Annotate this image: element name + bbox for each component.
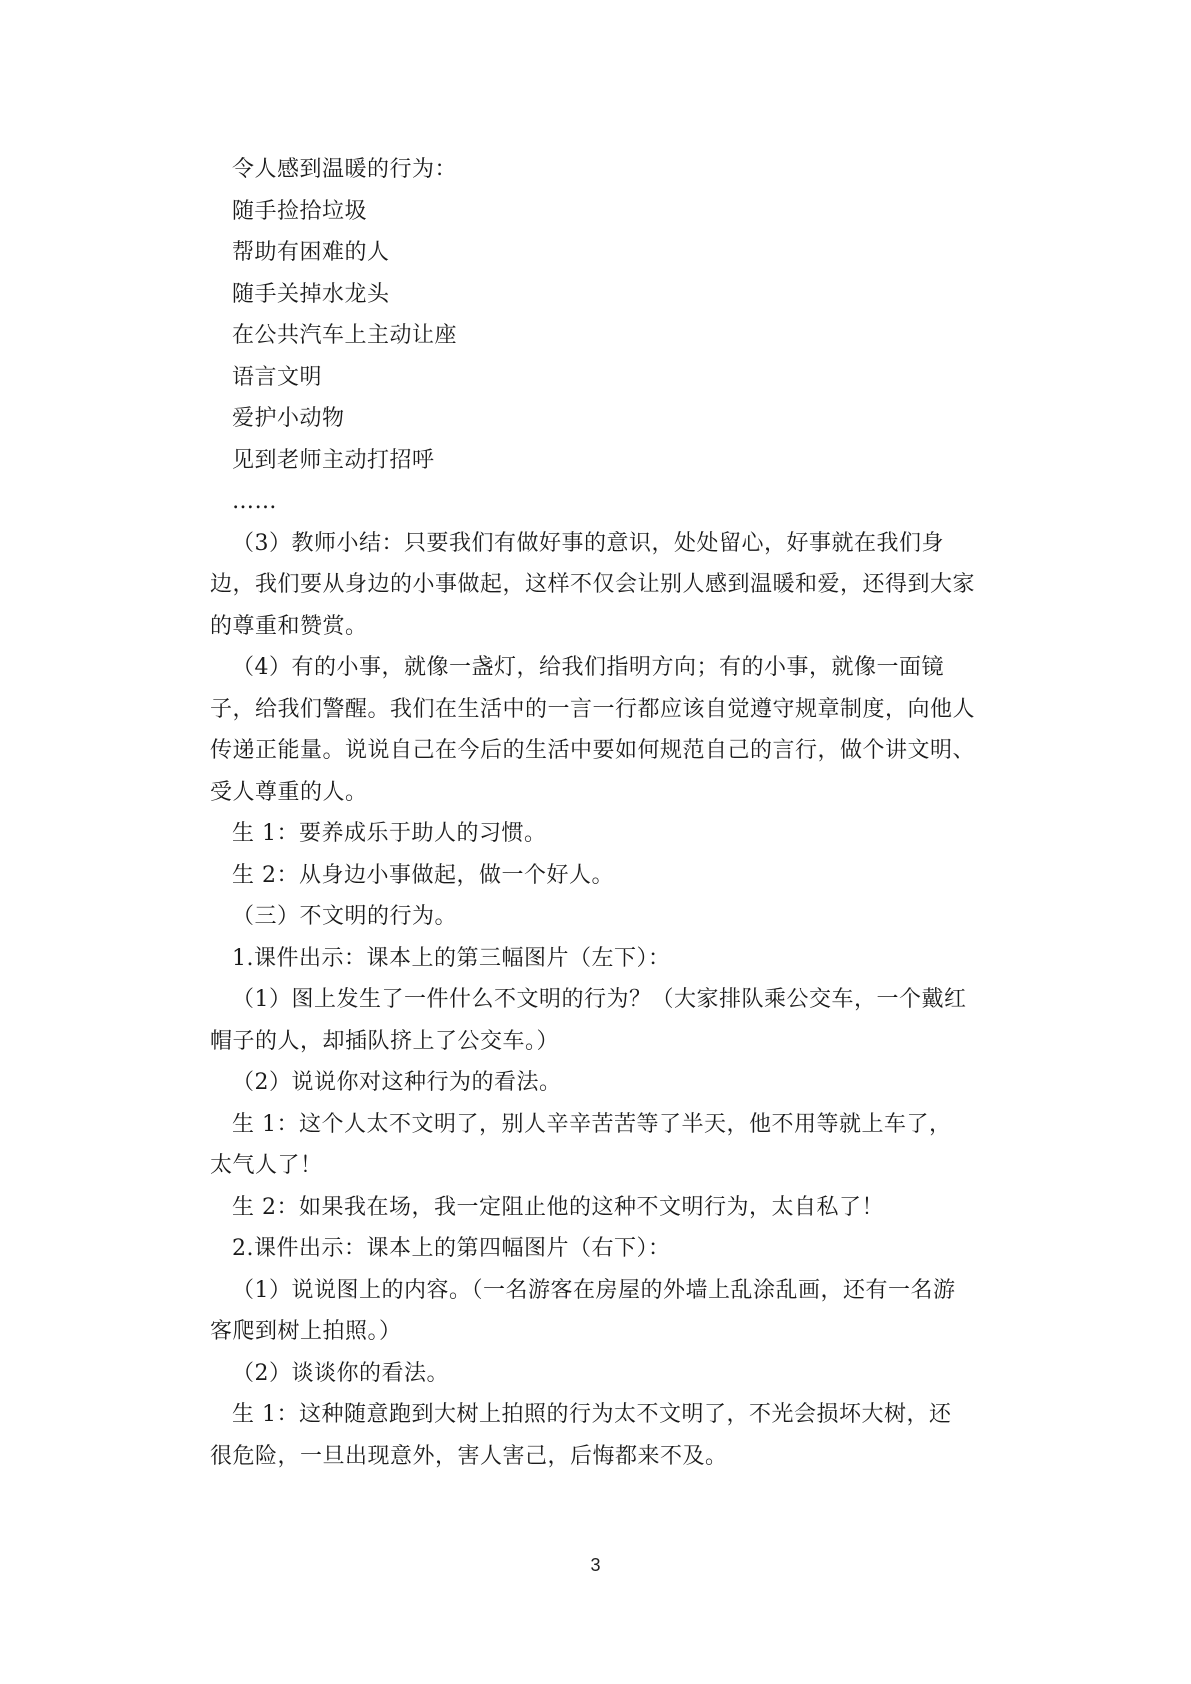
document-body — [210, 149, 1007, 1477]
student-answer: 生 2：从身边小事做起，做一个好人。 — [232, 862, 614, 888]
paragraph-question-2 — [210, 1270, 1007, 1353]
paragraph-line: （3）教师小结：只要我们有做好事的意识，处处留心，好事就在我们身 — [232, 530, 944, 556]
paragraph-teacher-summary — [210, 523, 1007, 648]
paragraph-line: 太气人了！ — [210, 1153, 323, 1178]
warm-behavior-item: 爱护小动物 — [232, 406, 345, 431]
warm-behaviors-heading: 令人感到温暖的行为： — [232, 157, 458, 182]
warm-behavior-item: 帮助有困难的人 — [232, 240, 390, 265]
warm-behavior-item: 随手捡拾垃圾 — [232, 198, 368, 224]
paragraph-line: 传递正能量。说说自己在今后的生活中要如何规范自己的言行，做个讲文明、 — [210, 738, 976, 763]
paragraph-line: 子，给我们警醒。我们在生活中的一言一行都应该自觉遵守规章制度，向他人 — [210, 696, 976, 722]
section-heading: （三）不文明的行为。 — [232, 904, 458, 929]
paragraph-line: 生 1：这种随意跑到大树上拍照的行为太不文明了，不光会损坏大树，还 — [232, 1402, 952, 1427]
paragraph-small-things — [210, 647, 1007, 813]
paragraph-line: （1）图上发生了一件什么不文明的行为？（大家排队乘公交车，一个戴红 — [232, 987, 967, 1012]
paragraph-line: 生 1：这个人太不文明了，别人辛辛苦苦等了半天，他不用等就上车了， — [232, 1111, 952, 1137]
page-number: 3 — [590, 1555, 601, 1575]
warm-behavior-ellipsis: …… — [232, 489, 277, 514]
paragraph-student-1 — [210, 1104, 1007, 1187]
warm-behavior-item: 语言文明 — [232, 364, 323, 390]
warm-behavior-item: 随手关掉水龙头 — [232, 281, 390, 307]
paragraph-line: 客爬到树上拍照。） — [210, 1319, 402, 1344]
paragraph-line: （4）有的小事，就像一盏灯，给我们指明方向；有的小事，就像一面镜 — [232, 655, 944, 680]
paragraph-line: 受人尊重的人。 — [210, 779, 368, 805]
paragraph-line: 的尊重和赞赏。 — [210, 613, 368, 639]
question-line: （2）谈谈你的看法。 — [232, 1360, 449, 1386]
paragraph-student-2 — [210, 1394, 1007, 1477]
warm-behaviors-list — [232, 149, 1007, 523]
courseware-heading: 1.课件出示：课本上的第三幅图片（左下）： — [232, 945, 671, 971]
warm-behavior-item: 在公共汽车上主动让座 — [232, 323, 458, 348]
student-answer: 生 1：要养成乐于助人的习惯。 — [232, 821, 547, 846]
paragraph-line: 帽子的人，却插队挤上了公交车。） — [210, 1028, 560, 1054]
question-line: （2）说说你对这种行为的看法。 — [232, 1070, 562, 1095]
paragraph-question-1 — [210, 979, 1007, 1062]
student-answer: 生 2：如果我在场，我一定阻止他的这种不文明行为，太自私了！ — [232, 1194, 884, 1220]
courseware-heading: 2.课件出示：课本上的第四幅图片（右下）： — [232, 1236, 671, 1261]
paragraph-line: 很危险，一旦出现意外，害人害己，后悔都来不及。 — [210, 1443, 728, 1469]
warm-behavior-item: 见到老师主动打招呼 — [232, 447, 435, 473]
paragraph-line: 边，我们要从身边的小事做起，这样不仅会让别人感到温暖和爱，还得到大家 — [210, 572, 976, 597]
paragraph-line: （1）说说图上的内容。（一名游客在房屋的外墙上乱涂乱画，还有一名游 — [232, 1277, 956, 1303]
